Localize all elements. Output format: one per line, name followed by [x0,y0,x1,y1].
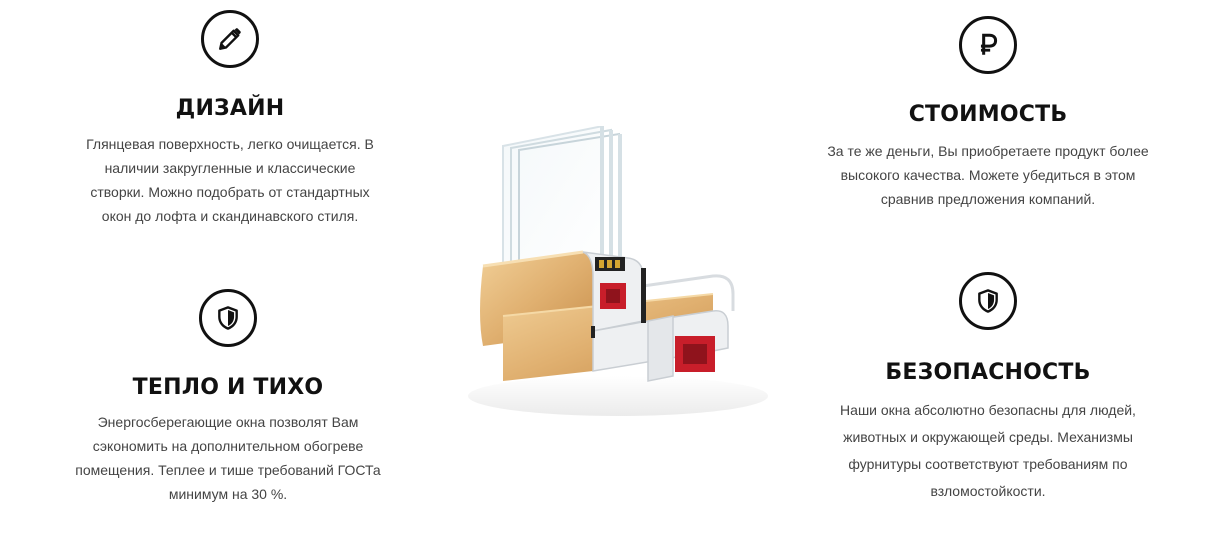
feature-warm-quiet [58,289,398,506]
feature-description: Глянцевая поверхность, легко очищается. В наличии закругленные и классические створки. Можно подобрать от стандартных окон до лофта и скандинавского стиля. [86,136,374,224]
feature-description: Энергосберегающие окна позволят Вам сэкономить на дополнительном обогреве помещения. Теплее и тише требований ГОСТа минимум на 30 %. [75,414,381,502]
feature-design [60,10,400,228]
feature-title: БЕЗОПАСНОСТЬ [885,360,1091,385]
feature-description: За те же деньги, Вы приобретаете продукт более высокого качества. Можете убедиться в этом сравнив предложения компаний. [827,143,1149,207]
feature-cost [818,16,1158,211]
feature-description: Наши окна абсолютно безопасны для людей, животных и окружающей среды. Механизмы фурнитуры соответствуют требованиям по взломостойкости. [840,402,1136,499]
shield-icon [959,272,1017,330]
pencil-icon [201,10,259,68]
feature-title: ТЕПЛО И ТИХО [132,375,324,400]
window-profile-image [443,126,773,424]
ruble-icon [959,16,1017,74]
feature-title: ДИЗАЙН [175,96,285,121]
feature-safety [818,272,1158,505]
feature-title: СТОИМОСТЬ [908,102,1068,127]
shield-icon [199,289,257,347]
